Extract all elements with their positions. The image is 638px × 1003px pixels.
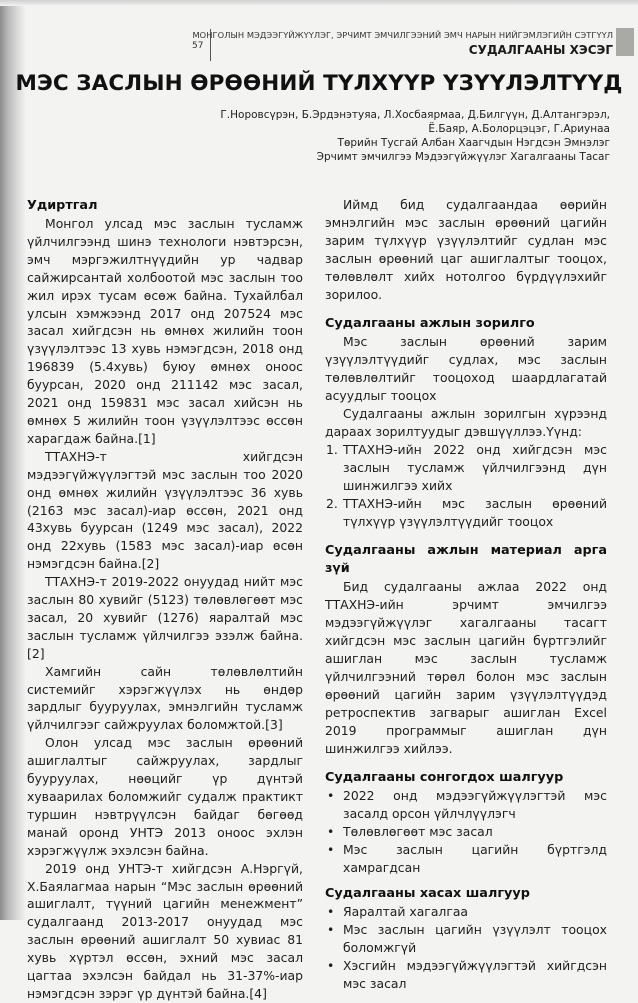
affiliation-department: Эрчимт эмчилгээ Мэдээгүйжүүлэг Хагалгааны Тасаг	[316, 151, 610, 163]
intro-paragraph: Олон улсад мэс заслын өрөөний ашиглалтыг сайжруулах, зардлыг бууруулах, нөөцийг үр дүнтэй хуваарилах боломжийг судалж практикт туршин нэвтрүүлсэн байдаг бөгөөд манай оронд УНТЭ 2013 оноос эхлэн хэрэгжүүлж эхэлсэн байна.	[27, 735, 303, 858]
running-header	[0, 25, 638, 65]
inclusion-criteria-heading: Судалгааны сонгогдох шалгуур	[325, 770, 564, 786]
intro-paragraph: Хамгийн сайн төлөвлөлтийн системийг хэрэгжүүлэх нь өндөр зардлыг бууруулах, эмнэлгийн тусламж үйлчилгээг сайжруулах боломжтой.[3]	[27, 663, 303, 733]
task-item	[325, 495, 607, 531]
criteria-text: Мэс заслын цагийн үзүүлэлт тооцох боломжгүй	[343, 921, 607, 955]
bullet-icon: •	[327, 921, 335, 937]
intro-paragraph: 2019 онд УНТЭ-т хийгдсэн А.Нэргүй, Х.Баялагмаа нарын “Мэс заслын өрөөний ашиглалт, түүний цагийн менежмент” судалгаанд 2013-2017 онуудад мэс заслын өрөөний ашиглалт 50 хувиас 81 хувь хүртэл өссөн, эхний мэс засал цагтаа эхэлсэн байдал нь 31-37%-иар нэмэгдсэн зэрэг үр дүнтэй байна.[4]	[27, 860, 303, 1001]
section-label: СУДАЛГААНЫ ХЭСЭГ	[468, 43, 613, 57]
criteria-item	[325, 921, 607, 957]
bullet-icon: •	[327, 788, 335, 804]
author-list-line-2: Ё.Баяр, А.Болорцэцэг, Г.Ариунаа	[428, 123, 610, 135]
bullet-icon: •	[327, 957, 335, 973]
inclusion-criteria-list	[325, 787, 607, 877]
objective-heading: Судалгааны ажлын зорилго	[325, 316, 535, 332]
task-item	[325, 441, 607, 495]
exclusion-criteria-list	[325, 903, 607, 993]
affiliation-hospital: Төрийн Тусгай Албан Хаагчдын Нэгдсэн Эмнэлэг	[337, 137, 610, 149]
criteria-text: Яаралтай хагалгаа	[343, 904, 469, 919]
right-column	[325, 196, 607, 993]
task-number: 2.	[326, 495, 338, 511]
bullet-icon: •	[327, 904, 335, 919]
objective-paragraph: Судалгааны ажлын зорилгын хүрээнд дараах зорилтуудыг дэвшүүллээ.Үүнд:	[325, 406, 607, 439]
intro-paragraph: ТТАХНЭ-т хийгдсэн мэдээгүйжүүлэгтэй мэс заслын тоо 2020 онд өмнөх жилийн үзүүлэлтээс 36 хувь (2163 мэс засал)-иар өссөн, 2021 онд 43хувь буурсан (1249 мэс засал), 2022 онд 22хувь (1583 мэс засал)-иар өсөн нэмэгдсэн байна.[2]	[27, 448, 303, 572]
intro-paragraph: ТТАХНЭ-т 2019-2022 онуудад нийт мэс заслын 80 хувийг (5123) төлөвлөгөөт мэс засал, 20 хувийг (1276) яаралтай мэс заслын тусламж үйлчилгээ эзэлж байна. [2]	[27, 574, 303, 661]
introduction-heading: Удиртгал	[27, 198, 98, 213]
bullet-icon: •	[327, 824, 335, 840]
section-tab-marker	[616, 28, 634, 56]
objective-task-list	[325, 441, 607, 531]
methods-heading: Судалгааны ажлын материал арга зүй	[325, 543, 607, 577]
page-top-shadow	[0, 0, 638, 6]
task-text: ТТАХНЭ-ийн 2022 онд хийгдсэн мэс заслын тусламж үйлчилгээнд дүн шинжилгээ хийх	[343, 441, 607, 493]
journal-title: МОНГОЛЫН МЭДЭЭГҮЙЖҮҮЛЭГ, ЭРЧИМТ ЭМЧИЛГЭЭНИЙ ЭМЧ НАРЫН НИЙГЭМЛЭГИЙН СЭТГҮҮЛ	[192, 30, 613, 40]
criteria-text: Мэс заслын цагийн бүртгэлд хамрагдсан	[343, 842, 607, 876]
intro-continuation-paragraph: Иймд бид судалгаандаа өөрийн эмнэлгийн мэс заслын өрөөний цагийн зарим түлхүүр үзүүлэлтийг судлан мэс заслын өрөөний цаг ашиглалтыг тооцох, төлөвлөлт хийх нотолгоо бүрдүүлэхийг зорилоо.	[325, 197, 607, 302]
exclusion-criteria-heading: Судалгааны хасах шалгуур	[325, 886, 530, 901]
criteria-text: Хэсгийн мэдээгүйжүүлэгтэй хийгдсэн мэс засал	[343, 957, 607, 991]
methods-paragraph: Бид судалгааны ажлаа 2022 онд ТТАХНЭ-ийн эрчимт эмчилгээ мэдээгүйжүүлэг хагалгааны тасагт хийгдсэн мэс заслын цагийн бүртгэлийг ашиглан мэс заслын тусламж үйлчилгээний төрөл болон мэс заслын өрөөний цагийн зарим үзүүлэлтүүдэд ретроспектив загварыг ашиглан Excel 2019 программыг ашиглан дүн шинжилгээ хийлээ.	[325, 579, 607, 756]
book-spine-shadow	[0, 0, 26, 920]
criteria-item	[325, 841, 607, 877]
criteria-item	[325, 823, 607, 841]
objective-paragraph: Мэс заслын өрөөний зарим үзүүлэлтүүдийг судлах, мэс заслын төлөвлөлтийг тооцоход шаардлагатай асуудлыг тооцох	[325, 334, 607, 404]
criteria-item	[325, 787, 607, 823]
author-list-line-1: Г.Норовсүрэн, Б.Эрдэнэтуяа, Л.Хосбаярмаа, Д.Билгүүн, Д.Алтангэрэл,	[220, 109, 610, 121]
criteria-text: Төлөвлөгөөт мэс засал	[343, 824, 493, 840]
bullet-icon: •	[327, 842, 335, 858]
task-text: ТТАХНЭ-ийн мэс заслын өрөөний түлхүүр үзүүлэлтүүдийг тооцох	[343, 495, 607, 529]
article-title: МЭС ЗАСЛЫН ӨРӨӨНИЙ ТҮЛХҮҮР ҮЗҮҮЛЭЛТҮҮД	[15, 71, 623, 96]
intro-paragraph: Монгол улсад мэс заслын тусламж үйлчилгээнд шинэ технологи нэвтэрсэн, эмч мэргэжилтнүүдийн ур чадвар сайжирсантай холбоотой мэс заслын тоо жил ирэх тусам өсөж байна. Тухайлбал улсын хэмжээнд 2017 онд 207524 мэс засал хийгдсэн нь өмнөх жилийн тоон үзүүлэлтээс 13 хувь нэмэгдсэн, 2018 онд 196839 (5.4хувь) буюу өмнөх оноос буурсан, 2020 онд 211142 мэс засал, 2021 онд 159831 мэс засал хийсэн нь өмнөх 5 жилийн тоон үзүүлэлтээс өссөн харагдаж байна.[1]	[27, 216, 303, 446]
page-number: 57	[192, 41, 204, 51]
task-number: 1.	[326, 441, 338, 457]
left-column	[27, 197, 303, 1003]
criteria-item	[325, 957, 607, 993]
criteria-text: 2022 онд мэдээгүйжүүлэгтэй мэс засалд орсон үйлчлүүлэгч	[343, 788, 607, 822]
criteria-item	[325, 903, 607, 921]
author-block	[220, 108, 610, 164]
